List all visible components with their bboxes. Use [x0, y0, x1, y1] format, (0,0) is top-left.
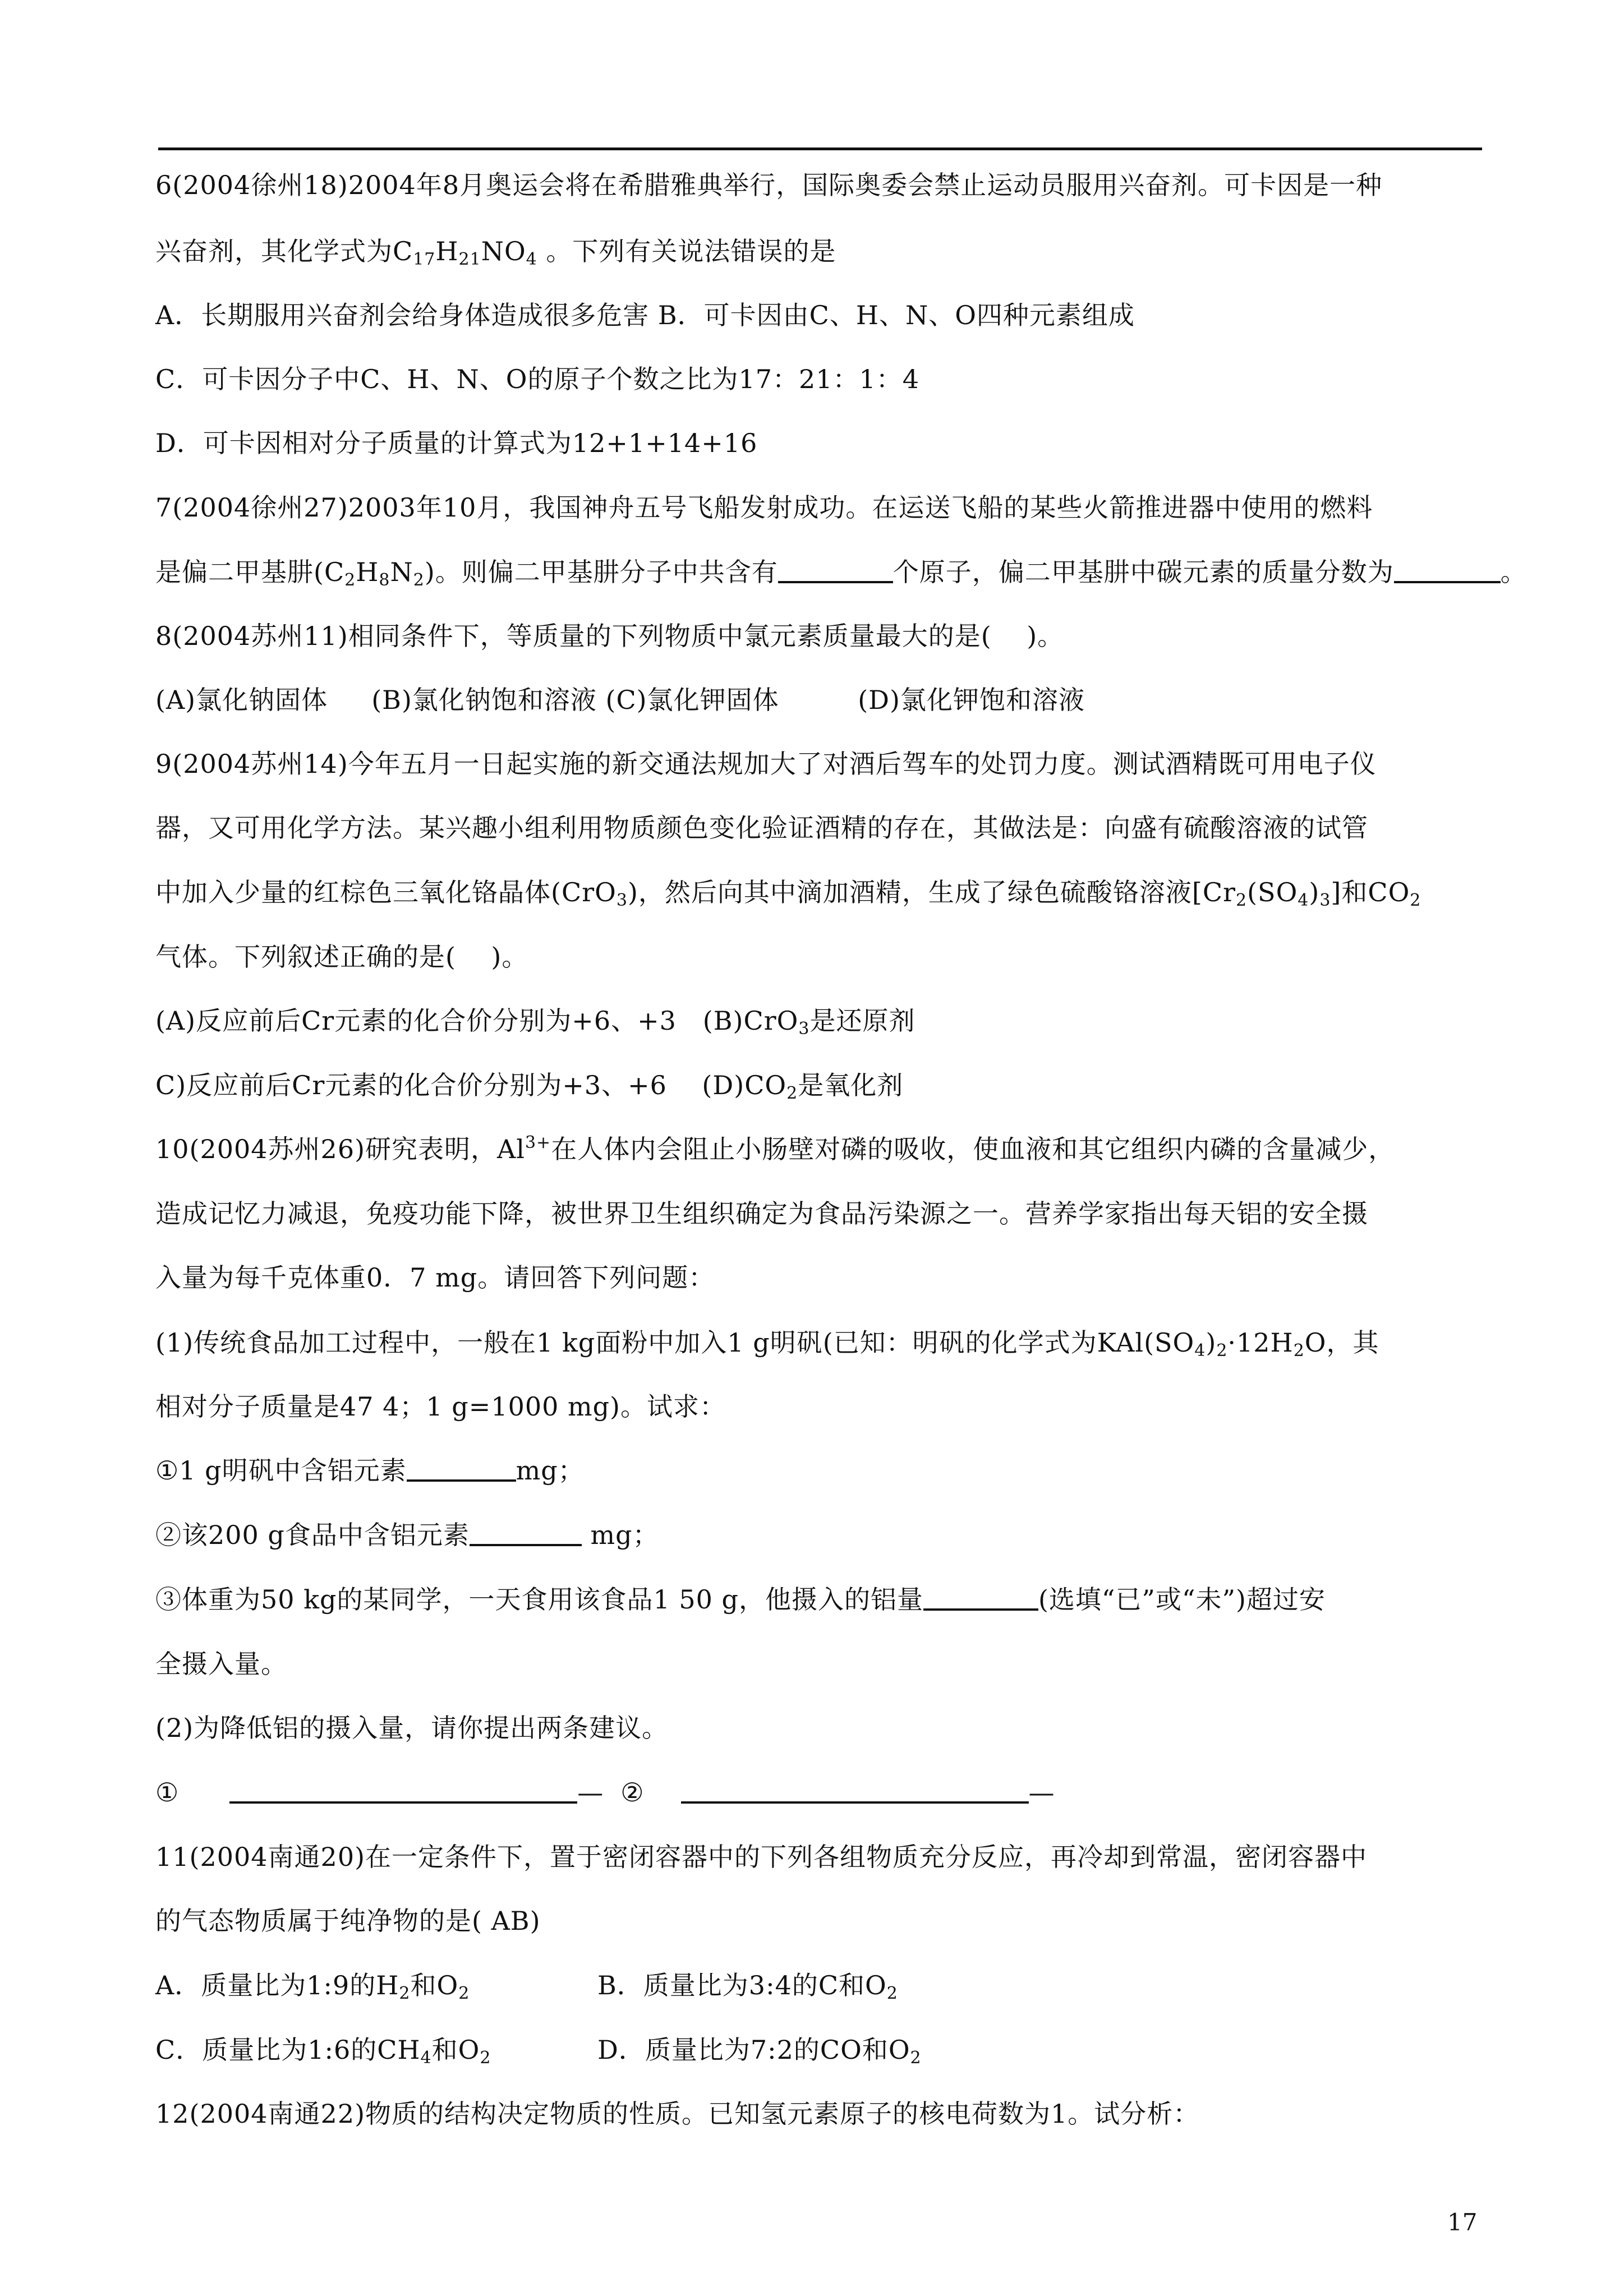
q8-options: (A)氯化钠固体 (B)氯化钠饱和溶液 (C)氯化钾固体 (D)氯化钾饱和溶液 [155, 685, 1085, 715]
q10-line-3: 入量为每千克体重0．7 mg。请回答下列问题： [155, 1262, 715, 1293]
q11-line-1: 11(2004南通20)在一定条件下，置于密闭容器中的下列各组物质充分反应，再冷却到常温，密闭容器中 [155, 1842, 1368, 1872]
q8-line-1: 8(2004苏州11)相同条件下，等质量的下列物质中氯元素质量最大的是( )。 [155, 621, 1064, 651]
q10-part1-line-1: (1)传统食品加工过程中，一般在1 kg面粉中加入1 g明矾(已知：明矾的化学式为$KAl(SO_4)_2\cdot 12H_2O$，其 [155, 1327, 1379, 1361]
q10-part2: (2)为降低铝的摄入量，请你提出两条建议。 [155, 1713, 669, 1743]
q11-line-2: 的气态物质属于纯净物的是( AB) [155, 1906, 541, 1936]
q10-line-2: 造成记忆力减退，免疫功能下降，被世界卫生组织确定为食品污染源之一。营养学家指出每天铝的安全摄 [155, 1198, 1368, 1229]
q10-suggestion-blank-2[interactable] [681, 1776, 1029, 1804]
q11-option-a: A．质量比为1:9的$H_2$和$O_2$ [155, 1970, 470, 2003]
q7-line-1: 7(2004徐州27)2003年10月，我国神舟五号飞船发射成功。在运送飞船的某些火箭推进器中使用的燃料 [155, 492, 1373, 523]
q11-option-c: C．质量比为1:6的$CH_4$和$O_2$ [155, 2035, 491, 2068]
q10-item-3: ③体重为50 kg的某同学，一天食用该食品1 50 g，他摄入的铝量 (选填“已”或“未”)超过安 [155, 1583, 1540, 1616]
q6-option-d: D．可卡因相对分子质量的计算式为12+1+14+16 [155, 428, 758, 458]
q10-part1-line-2: 相对分子质量是47 4；1 g=1000 mg)。试求： [155, 1391, 726, 1422]
q9-option-ab: (A)反应前后Cr元素的化合价分别为+6、+3 (B)CrO$_3$是还原剂 [155, 1006, 915, 1039]
q10-line-1: 10(2004苏州26)研究表明，$Al^{3+}$在人体内会阻止小肠壁对磷的吸收，使血液和其它组织内磷的含量减少， [155, 1133, 1395, 1164]
q11-option-b: B．质量比为3:4的C和$O_2$ [597, 1970, 898, 2003]
q10-blank-3[interactable] [923, 1583, 1038, 1611]
page-number: 17 [1447, 2209, 1478, 2236]
q7-blank-1[interactable] [778, 555, 893, 583]
q6-option-ab: A．长期服用兴奋剂会给身体造成很多危害 B．可卡因由C、H、N、O四种元素组成 [155, 300, 1135, 330]
q10-blank-1[interactable] [407, 1454, 516, 1482]
q6-option-c: C．可卡因分子中C、H、N、O的原子个数之比为17：21：1：4 [155, 364, 920, 394]
header-rule [158, 147, 1482, 150]
q9-line-3: 中加入少量的红棕色三氧化铬晶体(CrO$_3$)，然后向其中滴加酒精，生成了绿色硫酸铬溶液$[Cr_2(SO_4)_3]$和$CO_2$ [155, 877, 1421, 910]
q12-line-1: 12(2004南通22)物质的结构决定物质的性质。已知氢元素原子的核电荷数为1。试分析： [155, 2099, 1200, 2129]
q9-line-4: 气体。下列叙述正确的是( )。 [155, 942, 528, 972]
q10-item-1: ①1 g明矾中含铝元素 mg； [155, 1454, 1540, 1487]
q6-line-2: 兴奋剂，其化学式为$C_{17}H_{21}NO_4$ 。下列有关说法错误的是 [155, 236, 836, 269]
q7-line-2: 是偏二甲基肼$(C_2H_8N_2)$。则偏二甲基肼分子中共含有 个原子，偏二甲基肼中碳元素的质量分数为 。 [155, 555, 1540, 589]
q11-option-d: D．质量比为7:2的CO和$O_2$ [597, 2035, 922, 2068]
q10-suggestions: ① — ② — [155, 1776, 1540, 1809]
q9-line-2: 器，又可用化学方法。某兴趣小组利用物质颜色变化验证酒精的存在，其做法是：向盛有硫酸溶液的试管 [155, 813, 1368, 843]
q9-line-1: 9(2004苏州14)今年五月一日起实施的新交通法规加大了对酒后驾车的处罚力度。测试酒精既可用电子仪 [155, 749, 1377, 779]
q7-blank-2[interactable] [1394, 555, 1501, 583]
q9-option-cd: C)反应前后Cr元素的化合价分别为+3、+6 $(D)CO_2$是氧化剂 [155, 1070, 904, 1103]
q10-suggestion-blank-1[interactable] [229, 1776, 577, 1804]
q10-blank-2[interactable] [470, 1518, 582, 1546]
q6-line-1: 6(2004徐州18)2004年8月奥运会将在希腊雅典举行，国际奥委会禁止运动员服用兴奋剂。可卡因是一种 [155, 170, 1383, 200]
q10-item-3-cont: 全摄入量。 [155, 1649, 287, 1679]
q10-item-2: ②该200 g食品中含铝元素 mg； [155, 1518, 1540, 1552]
